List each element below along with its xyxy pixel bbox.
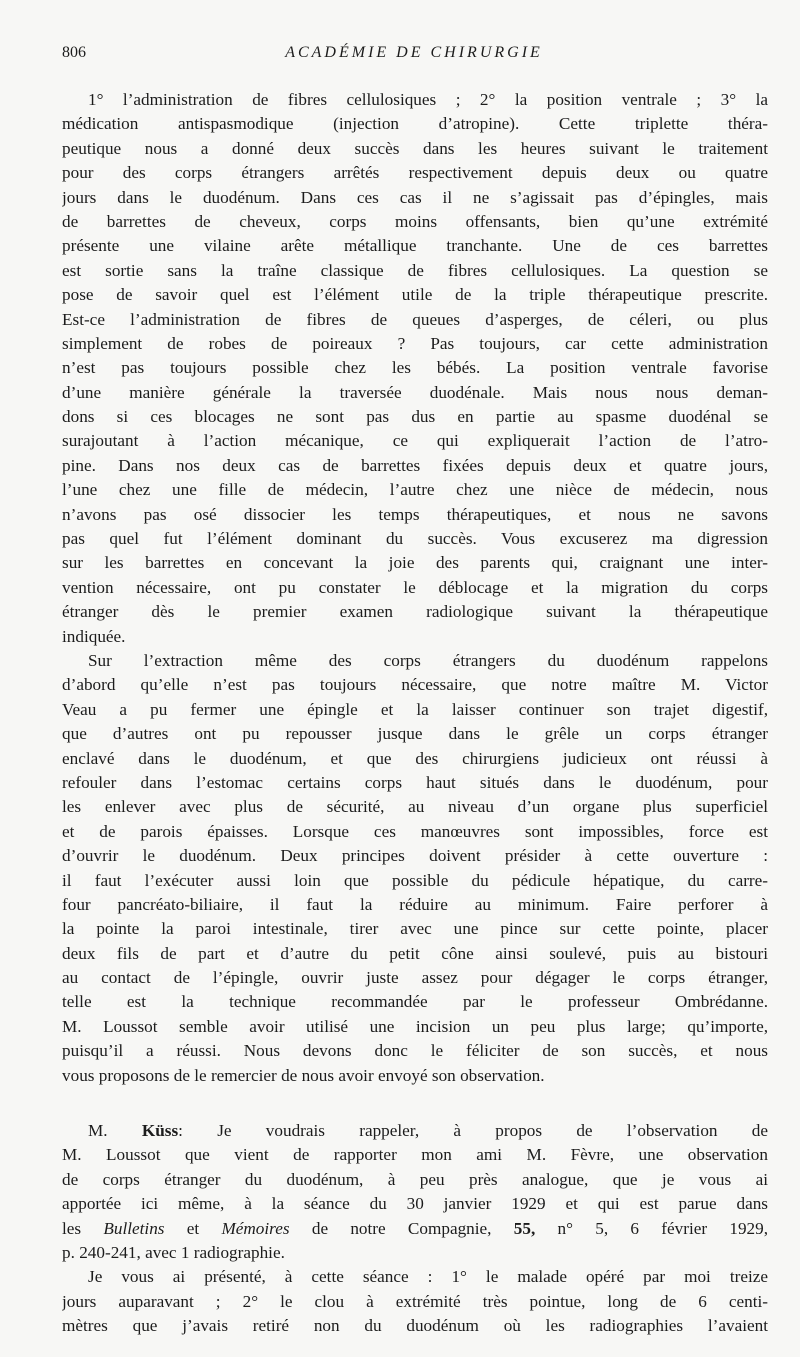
text-line: d’une manière générale la traversée duodénale. Mais nous nous deman- [62,382,768,402]
text-line: au contact de l’épingle, ouvrir juste assez pour dégager le corps étranger, [62,968,768,988]
text-line: M. Küss: Je voudrais rappeler, à propos de l’observation de [88,1121,768,1141]
text-line: pas quel fut l’élément dominant du succès. Vous excuserez ma digression [62,529,768,549]
text-line: jours dans le duodénum. Dans ces cas il ne s’agissait pas d’épingles, mais [62,187,768,207]
text-line: mètres que j’avais retiré non du duodénum où les radiographies l’avaient [62,1316,768,1336]
text-line: deux fils de part et d’autre du petit cône ainsi soulevé, puis au bistouri [62,943,768,963]
text-line: Est-ce l’administration de fibres de queues d’asperges, de céleri, ou plus [62,309,768,329]
text-line: four pancréato-biliaire, il faut la réduire au minimum. Faire perforer à [62,894,768,914]
text-line: Je vous ai présenté, à cette séance : 1° le malade opéré par moi treize [88,1267,768,1287]
text-line: n’avons pas osé dissocier les temps thérapeutiques, et nous ne savons [62,504,768,524]
text-line: l’une chez une fille de médecin, l’autre chez une nièce de médecin, nous [62,480,768,500]
document-body [62,88,768,1339]
text-line: pose de savoir quel est l’élément utile de la triple thérapeutique prescrite. [62,285,768,305]
text-line: de corps étranger du duodénum, à peu près analogue, que je vous ai [62,1169,768,1189]
text-line: M. Loussot semble avoir utilisé une incision un peu plus large; qu’importe, [62,1016,768,1036]
text-line: refouler dans l’estomac certains corps haut situés dans le duodénum, pour [62,772,768,792]
text-line: et de parois épaisses. Lorsque ces manœuvres sont impossibles, force est [62,821,768,841]
running-title: ACADÉMIE DE CHIRURGIE [285,44,543,61]
text-line: la pointe la paroi intestinale, tirer avec une pince sur cette pointe, placer [62,919,768,939]
running-header [62,44,766,66]
text-line: est sortie sans la traîne classique de fibres cellulosiques. La question se [62,260,768,280]
text-line: vous proposons de le remercier de nous avoir envoyé son observation. [62,1065,545,1085]
text-line: présente une vilaine arête métallique tranchante. Une de ces barrettes [62,236,768,256]
speaker-name: Küss [141,1121,179,1141]
paragraph-triple-therapy [62,88,768,649]
page-number: 806 [62,44,86,61]
text-line: M. Loussot que vient de rapporter mon ami M. Fèvre, une observation [62,1145,768,1165]
text-line: d’ouvrir le duodénum. Deux principes doivent présider à cette ouverture : [62,846,768,866]
text-line: puisqu’il a réussi. Nous devons donc le féliciter de son succès, et nous [62,1041,768,1061]
text-line: médication antispasmodique (injection d’atropine). Cette triplette théra- [62,114,768,134]
text-line: jours auparavant ; 2° le clou à extrémité très pointue, long de 6 centi- [62,1291,768,1311]
text-line: pine. Dans nos deux cas de barrettes fixées depuis deux et quatre jours, [62,455,768,475]
text-line: sur les barrettes en concevant la joie des parents qui, craignant une inter- [62,553,768,573]
text-line: étranger dès le premier examen radiologique suivant la thérapeutique [62,602,768,622]
text-line: il faut l’exécuter aussi loin que possible du pédicule hépatique, du carre- [62,870,768,890]
text-line: les enlever avec plus de sécurité, au niveau d’un organe plus superficiel [62,797,768,817]
text-line: simplement de robes de poireaux ? Pas toujours, car cette administration [62,333,768,353]
text-line: apportée ici même, à la séance du 30 janvier 1929 et qui est parue dans [62,1194,768,1214]
paragraph-presentation [62,1265,768,1338]
text-line: surajoutant à l’action mécanique, ce qui expliquerait l’action de l’atro- [62,431,768,451]
text-line: enclavé dans le duodénum, et que des chirurgiens judicieux ont réussi à [62,748,768,768]
paragraph-kuss-body [62,1143,768,1216]
text-line: pour des corps étrangers arrêtés respectivement depuis deux ou quatre [62,163,768,183]
text-line: de barrettes de cheveux, corps moins offensants, bien qu’une extrémité [62,211,768,231]
text-line: Sur l’extraction même des corps étrangers du duodénum rappelons [88,650,768,670]
text-line: 1° l’administration de fibres cellulosiques ; 2° la position ventrale ; 3° la [88,90,768,109]
text-line: p. 240-241, avec 1 radiographie. [62,1242,285,1262]
text-line: n’est pas toujours possible chez les bébés. La position ventrale favorise [62,358,768,378]
text-line: d’abord qu’elle n’est pas toujours nécessaire, que notre maître M. Victor [62,675,768,695]
text-line: que d’autres ont pu repousser jusque dans le grêle un corps étranger [62,724,768,744]
paragraph-extraction [62,649,768,1088]
text-line: telle est la technique recommandée par le professeur Ombrédanne. [62,992,768,1012]
text-line: Veau a pu fermer une épingle et la laisser continuer son trajet digestif, [62,699,768,719]
paragraph-kuss-end [62,1241,768,1265]
text-line: indiquée. [62,626,126,646]
text-line: peutique nous a donné deux succès dans les heures suivant le traitement [62,138,768,158]
text-line: vention nécessaire, ont pu constater le déblocage et la migration du corps [62,577,768,597]
paragraph-kuss [62,1119,768,1265]
text-line: dons si ces blocages ne sont pas dus en partie au spasme duodénal se [62,407,768,427]
text-line: les Bulletins et Mémoires de notre Compagnie, 55, n° 5, 6 février 1929, [62,1218,768,1238]
